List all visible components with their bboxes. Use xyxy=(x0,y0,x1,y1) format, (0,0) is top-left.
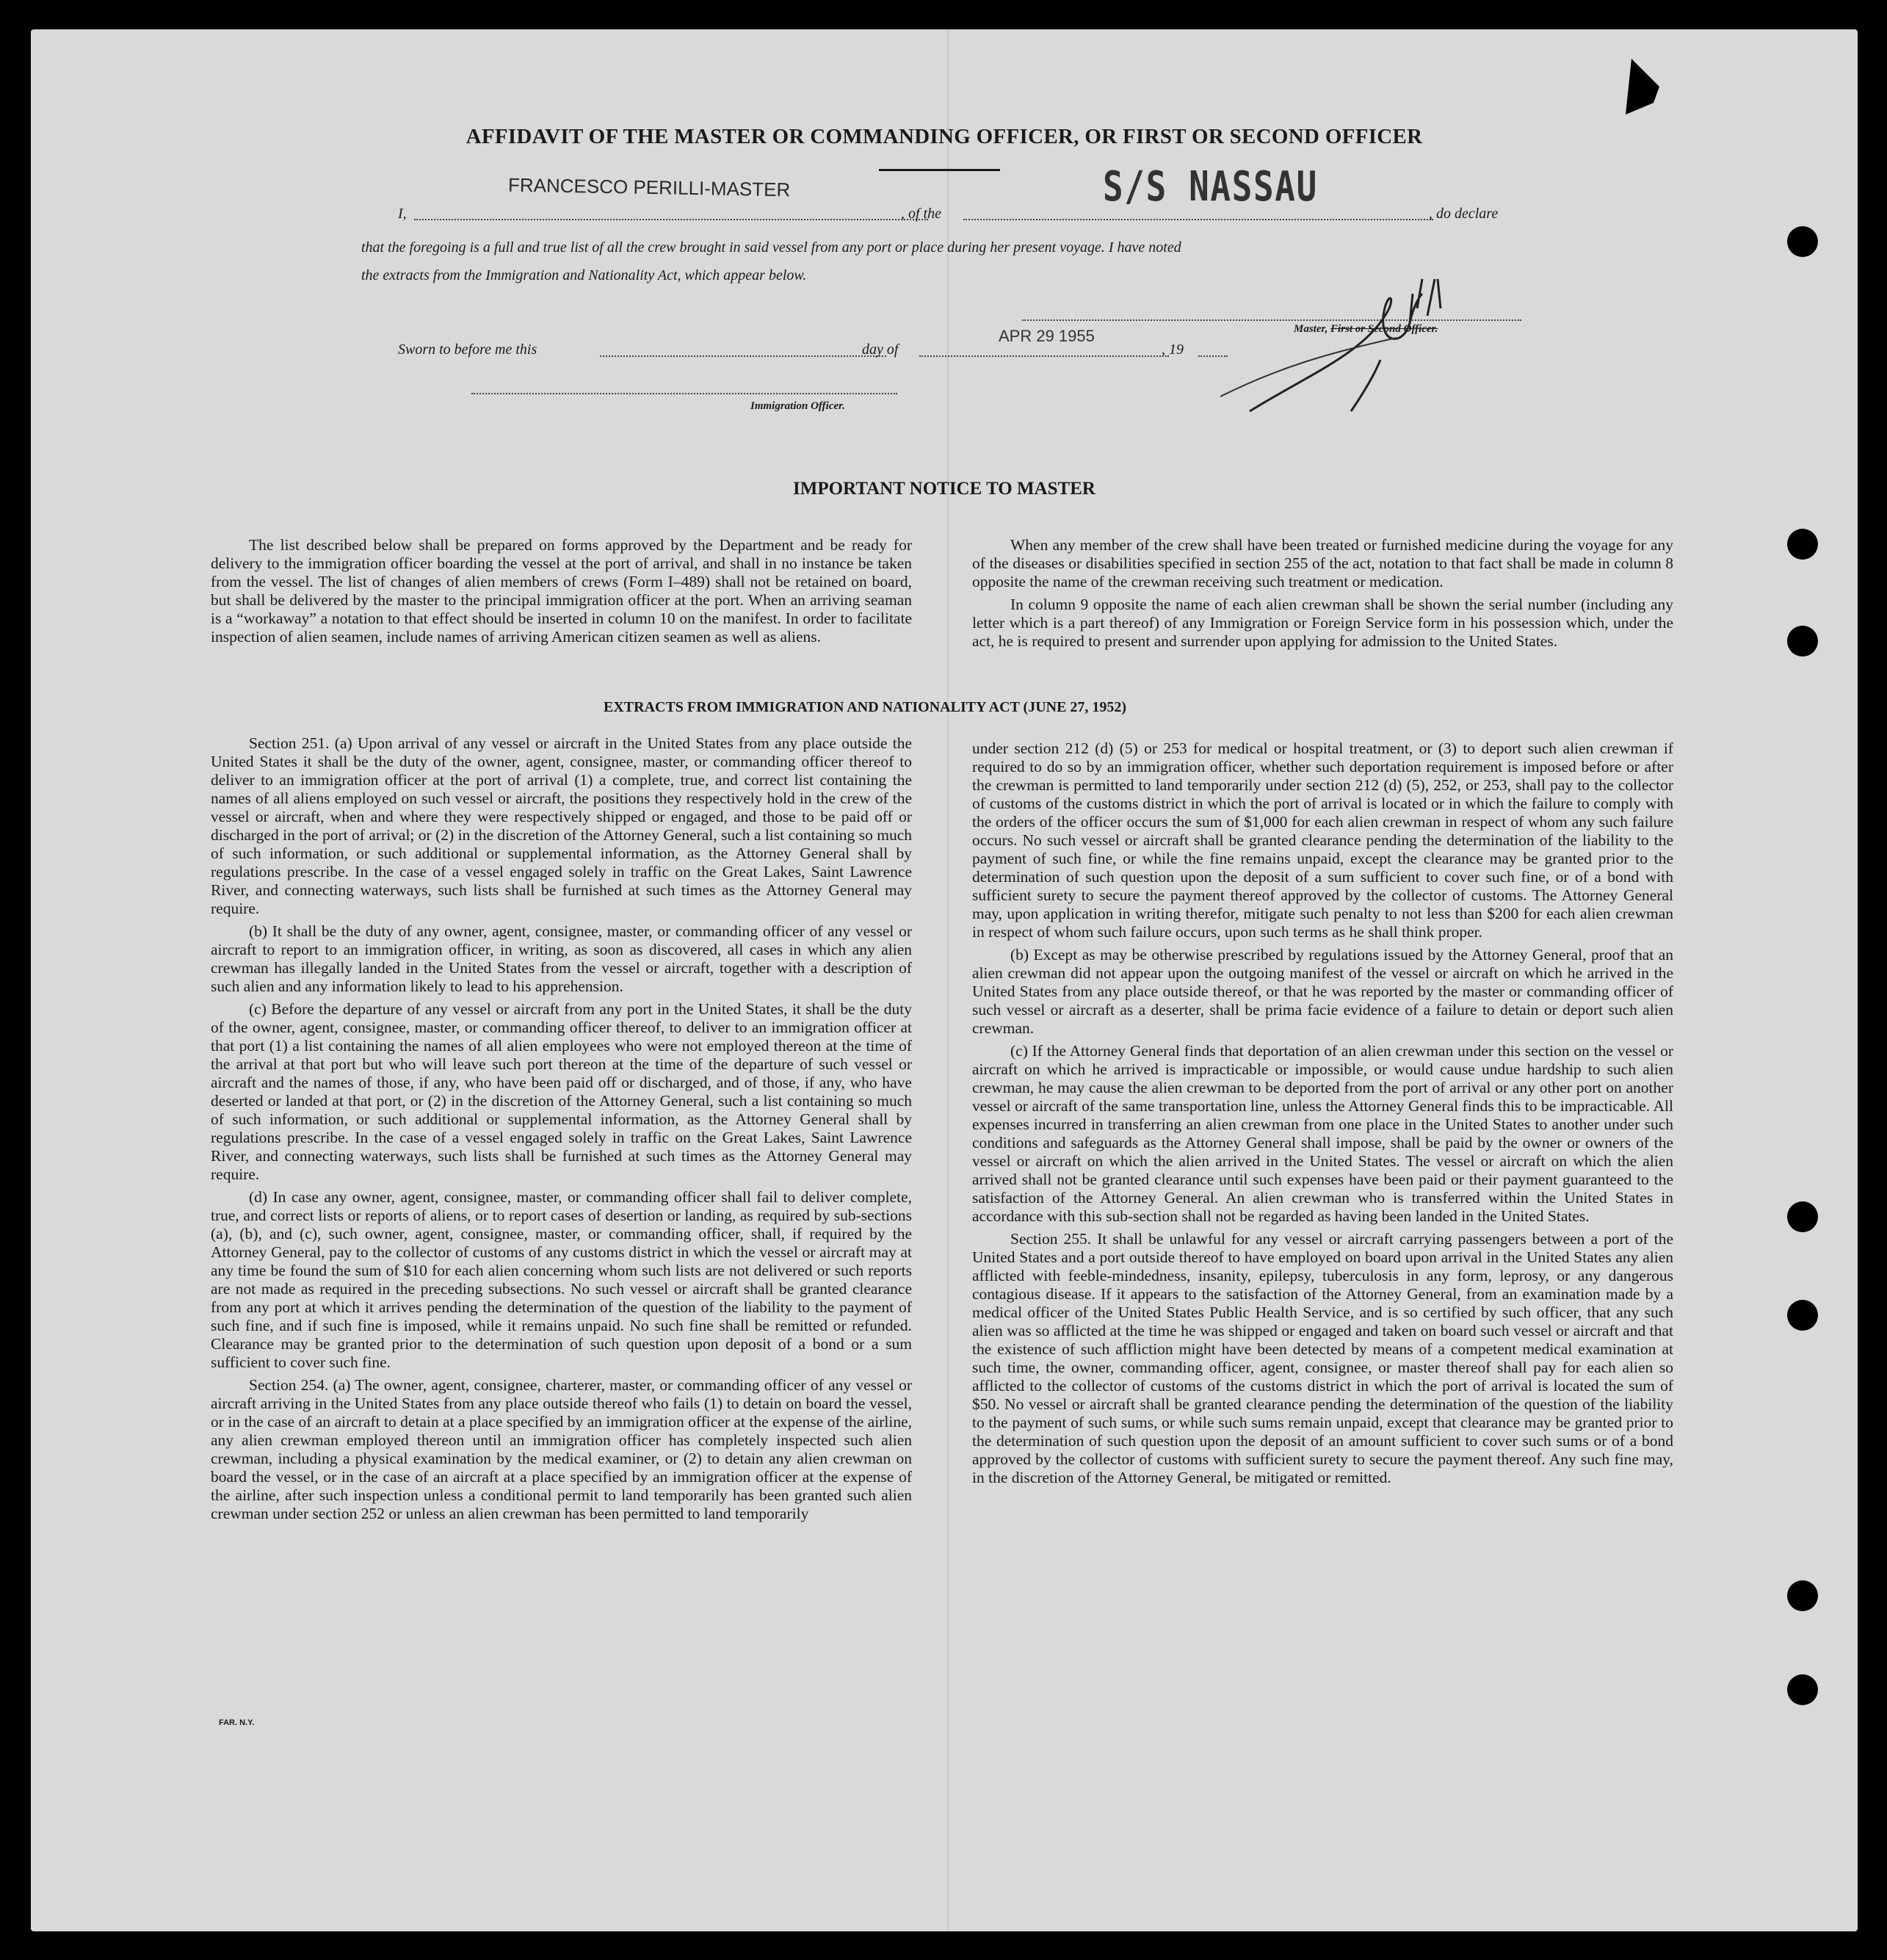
struck-officer-caption: First or Second Officer. xyxy=(1330,323,1438,335)
statement-line-2: the extracts from the Immigration and Nationality Act, which appear below. xyxy=(361,267,807,283)
section-255: Section 255. It shall be unlawful for any vessel or aircraft carrying passengers between a port of the United States and a port outside thereof to have employed on board upon arrival in the United States any alien afflicted with feeble-mindedness, insanity, epilepsy, tuberculosis in any form, leprosy, or any dangerous contagious disease. If it appears to the satisfaction of the Attorney General, from an examination made by a medical officer of the United States Public Health Service, and is so certified by such officer, that any such alien was so afflicted at the time he was shipped or engaged and taken on board such vessel or aircraft and that the existence of such affliction might have been detected by means of a competent medical examination at such time, the owner, commanding officer, agent, consignee, or master thereof shall pay for each alien so afflicted to the collector of customs of the customs district in which the port of arrival is located the sum of $50. No vessel or aircraft shall be granted clearance pending the determination of the question of the liability to the payment of such sums, or while such sums remain unpaid, except that clearance may be granted prior to the determination of such question upon the deposit of an amount sufficient to cover such sums or of a bond approved by the collector of customs with sufficient surety to secure the payment thereof. Any such fine may, in the discretion of the Attorney General, be mitigated or remitted. xyxy=(972,1230,1673,1486)
punch-hole xyxy=(1787,1300,1818,1331)
section-251a: Section 251. (a) Upon arrival of any vessel or aircraft in the United States from any place outside the United States it shall be the duty of the owner, agent, consignee, master, or commanding officer thereof to deliver to an immigration officer at the port of arrival (1) a complete, true, and correct list containing the names of all aliens employed on such vessel or aircraft, the positions they respectively hold in the crew of the vessel or aircraft, when and where they were respectively shipped or engaged, and those to be paid off or discharged in the port of arrival; or (2) in the discretion of the Attorney General, such a list containing so much of such information, or such additional or supplemental information, as the Attorney General shall by regulations prescribe. In the case of a vessel engaged solely in traffic on the Great Lakes, Saint Lawrence River, and connecting waterways, such lists shall be furnished at such times as the Attorney General may require. xyxy=(211,734,912,917)
document-page xyxy=(31,29,1858,1931)
notice-paragraph: The list described below shall be prepared on forms approved by the Department and be ready for delivery to the immigration officer boarding the vessel at the port of arrival, and shall in no instance be taken from the vessel. The list of changes of alien members of crews (Form I–489) shall not be retained on board, but shall be delivered by the master to the principal immigration officer at the port. When an arriving seaman is a “workaway” a notation to that effect should be inserted in column 10 on the manifest. In order to facilitate inspection of alien seamen, include names of arriving American citizen seamen as well as aliens. xyxy=(211,536,912,646)
section-254a: Section 254. (a) The owner, agent, consignee, charterer, master, or commanding officer of any vessel or aircraft arriving in the United States from any place outside thereof who fails (1) to detain on board the vessel, or in the case of an aircraft to detain at a place specified by an immigration officer at the expense of the airline, any alien crewman employed thereon until an immigration officer has completely inspected such alien crewman, including a physical examination by the medical examiner, or (2) to detain any alien crewman on board the vessel, or in the case of an aircraft at a place specified by an immigration officer at the expense of the airline, after such inspection unless a conditional permit to land temporarily has been granted such alien crewman under section 252 or unless an alien crewman has been permitted to land temporarily xyxy=(211,1376,912,1522)
master-name: FRANCESCO PERILLI-MASTER xyxy=(507,173,791,201)
do-declare-label: , do declare xyxy=(1429,206,1499,222)
vessel-line xyxy=(963,219,1433,220)
notice-left-column xyxy=(211,536,912,651)
master-signature xyxy=(1220,264,1485,419)
title-rule xyxy=(879,169,1000,171)
notice-paragraph: In column 9 opposite the name of each alien crewman shall be shown the serial number (including any letter which is a part thereof) of any Immigration or Foreign Service form in his possession which, under the act, he is required to present and surrender upon applying for admission to the United States. xyxy=(972,596,1673,650)
section-251b: (b) It shall be the duty of any owner, agent, consignee, master, or commanding officer of any vessel or aircraft to report to an immigration officer, in writing, as soon as discovered, all cases in which any alien crewman has illegally landed in the United States from the vessel or aircraft, together with a description of such alien and any information likely to lead to his apprehension. xyxy=(211,922,912,995)
vessel-name-stamp: S/S NASSAU xyxy=(1103,163,1318,211)
section-251c: (c) Before the departure of any vessel or aircraft from any port in the United States, it shall be the duty of the owner, agent, consignee, master, or commanding officer thereof, to deliver to an immigration officer at that port (1) a list containing the names of all alien employees who were not employed thereon at the time of the arrival at that port but who will leave such port thereon at the time of the departure of such vessel or aircraft and the names of those, if any, who have been paid off or discharged, and of those, if any, who have deserted or landed at that port, or (2) in the discretion of the Attorney General, such a list containing so much of such information, or such additional or supplemental information, as the Attorney General shall by regulations prescribe. In the case of a vessel engaged solely in traffic on the Great Lakes, Saint Lawrence River, and connecting waterways, such lists shall be furnished at such times as the Attorney General may require. xyxy=(211,1000,912,1183)
notice-right-column xyxy=(972,536,1673,655)
sworn-month-line xyxy=(919,355,1169,357)
section-254b: (b) Except as may be otherwise prescribed by regulations issued by the Attorney General, proof that an alien crewman did not appear upon the outgoing manifest of the vessel or aircraft on which he arrived in the United States from any place outside thereof, or that he was reported by the master or commanding officer of such vessel or aircraft as a deserter, shall be prima facie evidence of a failure to detain or deport such alien crewman. xyxy=(972,946,1673,1037)
extracts-left-column xyxy=(211,734,912,1527)
officer-line xyxy=(471,393,897,394)
printer-mark: FAR. N.Y. xyxy=(219,1718,255,1727)
sworn-day-line xyxy=(600,355,886,357)
notice-heading: IMPORTANT NOTICE TO MASTER xyxy=(793,479,1095,499)
punch-hole xyxy=(1787,1580,1818,1611)
master-caption: Master, xyxy=(1294,323,1331,335)
extracts-heading: EXTRACTS FROM IMMIGRATION AND NATIONALITY ACT (JUNE 27, 1952) xyxy=(604,699,1127,715)
section-251d: (d) In case any owner, agent, consignee, master, or commanding officer shall fail to deliver complete, true, and correct lists or reports of aliens, or to report cases of desertion or landing, as required by sub-sections (a), (b), and (c), such owner, agent, consignee, master, or commanding officer, shall, if required by the Attorney General, pay to the collector of customs of any customs district in which the vessel or aircraft may at any time be found the sum of $10 for each alien concerning whom such lists are not delivered or such reports are not made as required in the preceding subsections. No such vessel or aircraft shall be granted clearance from any port at which it arrives pending the determination of the question of the liability to the payment of such fine, and if such fine is imposed, while it remains unpaid. No such fine shall be remitted or refunded. Clearance may be granted prior to the determination of such question upon deposit of a bond or a sum sufficient to cover such fine. xyxy=(211,1188,912,1371)
punch-hole xyxy=(1787,1201,1818,1232)
section-254a-continued: under section 212 (d) (5) or 253 for medical or hospital treatment, or (3) to deport such alien crewman if required to do so by an immigration officer, whether such deportation requirement is imposed before or after the crewman is permitted to land temporarily under section 212 (d) (5), 252, or 253, shall pay to the collector of customs of the customs district in which the port of arrival is located or in which the failure to comply with the orders of the officer occurs the sum of $1,000 for each alien crewman in respect of whom any such failure occurs. No such vessel or aircraft shall be granted clearance pending the determination of the liability to the payment of such fine, or while the fine remains unpaid, except the clearance may be granted prior to the determination of such question upon the deposit of a sum sufficient to cover such fine, or of a bond with sufficient surety to secure the payment thereof approved by the collector of customs. The Attorney General may, upon application in writing therefor, mitigate such penalty to not less than $200 for each alien crewman in respect of whom such failure occurs, upon such terms as he shall think proper. xyxy=(972,739,1673,941)
section-254c: (c) If the Attorney General finds that deportation of an alien crewman under this section on the vessel or aircraft on which he arrived is impracticable or impossible, or would cause undue hardship to such alien crewman, he may cause the alien crewman to be deported from the port of arrival or any other port on another vessel or aircraft of the same transportation line, unless the Attorney General finds this to be impracticable. All expenses incurred in transferring an alien crewman from one place in the United States to another under such conditions and safeguards as the Attorney General shall impose, shall be paid by the owner or owners of the vessel or aircraft on which the alien arrived in the United States. The vessel or aircraft on which the alien arrived shall not be granted clearance until such expenses have been paid or their payment guaranteed to the satisfaction of the Attorney General. An alien crewman who is transferred within the United States in accordance with this sub-section shall not be regarded as having been landed in the United States. xyxy=(972,1042,1673,1225)
year-line xyxy=(1198,355,1228,357)
sworn-label: Sworn to before me this xyxy=(398,341,537,358)
punch-hole xyxy=(1787,626,1818,657)
day-of-label: day of xyxy=(862,341,899,358)
officer-caption: Immigration Officer. xyxy=(750,400,845,412)
fold-line xyxy=(947,29,949,1931)
of-the-label: , of the xyxy=(901,206,941,222)
name-line xyxy=(414,219,928,220)
punch-hole xyxy=(1787,529,1818,560)
date-stamp: APR 29 1955 xyxy=(999,327,1095,345)
punch-hole xyxy=(1787,226,1818,257)
affidavit-title: AFFIDAVIT OF THE MASTER OR COMMANDING OFFICER, OR FIRST OR SECOND OFFICER xyxy=(466,125,1423,148)
i-label: I, xyxy=(398,206,407,222)
notice-paragraph: When any member of the crew shall have been treated or furnished medicine during the voyage for any of the diseases or disabilities specified in section 255 of the act, notation to that fact shall be made in column 8 opposite the name of the crewman receiving such treatment or medication. xyxy=(972,536,1673,590)
extracts-right-column xyxy=(972,739,1673,1491)
year-prefix: , 19 xyxy=(1162,341,1184,358)
statement-line-1: that the foregoing is a full and true list of all the crew brought in said vessel from any port or place during her present voyage. I have noted xyxy=(361,239,1181,256)
punch-hole xyxy=(1787,1674,1818,1705)
